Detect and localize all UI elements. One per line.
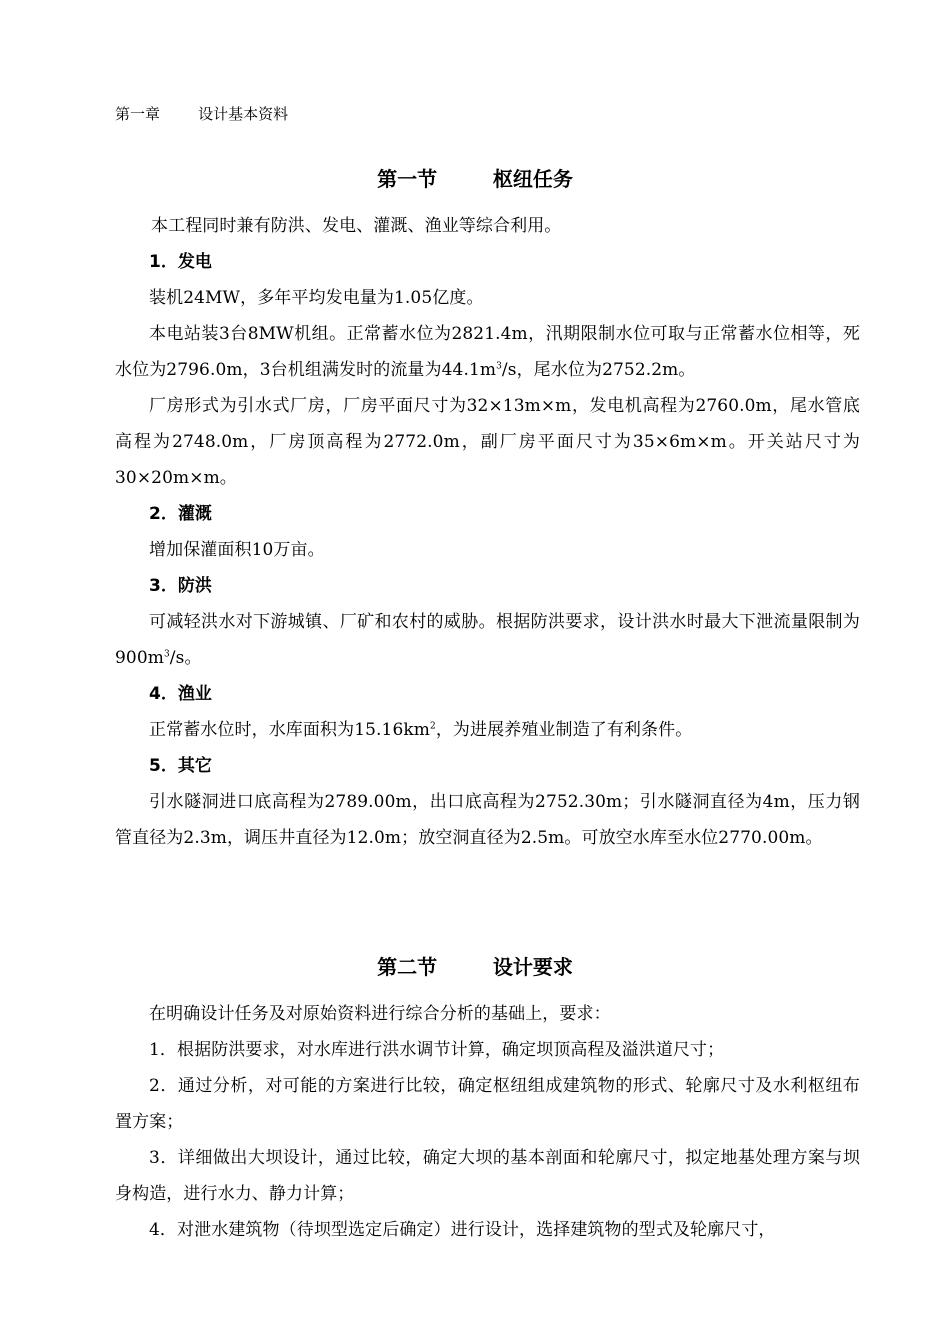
section2-intro: 在明确设计任务及对原始资料进行综合分析的基础上，要求：	[149, 1004, 611, 1024]
heading-power: 1．发电	[149, 252, 212, 272]
heading-fishery: 4．渔业	[149, 684, 212, 704]
paragraph-other: 引水隧洞进口底高程为2789.00m，出口底高程为2752.30m；引水隧洞直径为4m，压力钢管直径为2.3m，调压井直径为12.0m；放空洞直径为2.5m。可放空水库至水位2770.00m。	[115, 792, 860, 848]
paragraph-irrigation: 增加保灌面积10万亩。	[149, 540, 325, 560]
section1-body	[115, 208, 860, 856]
section1-title: 第一节 枢纽任务	[377, 167, 573, 191]
requirement-item: 2．通过分析，对可能的方案进行比较，确定枢纽组成建筑物的形式、轮廓尺寸及水利枢纽布置方案；	[115, 1076, 860, 1132]
paragraph-fishery: 正常蓄水位时，水库面积为$15.16km^2$，为进展养殖业制造了有利条件。	[149, 720, 693, 740]
section1-intro: 本工程同时兼有防洪、发电、灌溉、渔业等综合利用。	[151, 216, 562, 236]
paragraph-capacity: 装机24MW，多年平均发电量为1.05亿度。	[149, 288, 484, 308]
requirement-item: 1．根据防洪要求，对水库进行洪水调节计算，确定坝顶高程及溢洪道尺寸；	[149, 1040, 725, 1060]
heading-other: 5．其它	[149, 756, 212, 776]
section2-body	[115, 996, 860, 1248]
paragraph-flood-control: 可减轻洪水对下游城镇、厂矿和农村的威胁。根据防洪要求，设计洪水时最大下泄流量限制为$900m^3/s$。	[115, 612, 860, 668]
section2-title: 第二节 设计要求	[377, 955, 573, 979]
heading-flood-control: 3．防洪	[149, 576, 212, 596]
running-head: 第一章 设计基本资料	[115, 105, 289, 123]
requirement-item: 4．对泄水建筑物（待坝型选定后确定）进行设计，选择建筑物的型式及轮廓尺寸，	[149, 1220, 776, 1240]
requirement-item: 3．详细做出大坝设计，通过比较，确定大坝的基本剖面和轮廓尺寸，拟定地基处理方案与坝身构造，进行水力、静力计算；	[115, 1148, 860, 1204]
paragraph-station: 本电站装3台8MW机组。正常蓄水位为2821.4m，汛期限制水位可取与正常蓄水位相等，死水位为2796.0m，3台机组满发时的流量为$44.1m^3/s$，尾水位为2752.2m。	[115, 324, 860, 380]
paragraph-powerhouse: 厂房形式为引水式厂房，厂房平面尺寸为32×13m×m，发电机高程为2760.0m，尾水管底高程为2748.0m，厂房顶高程为2772.0m，副厂房平面尺寸为35×6m×m。开关站尺寸为30×20m×m。	[115, 396, 860, 488]
heading-irrigation: 2．灌溉	[149, 504, 212, 524]
